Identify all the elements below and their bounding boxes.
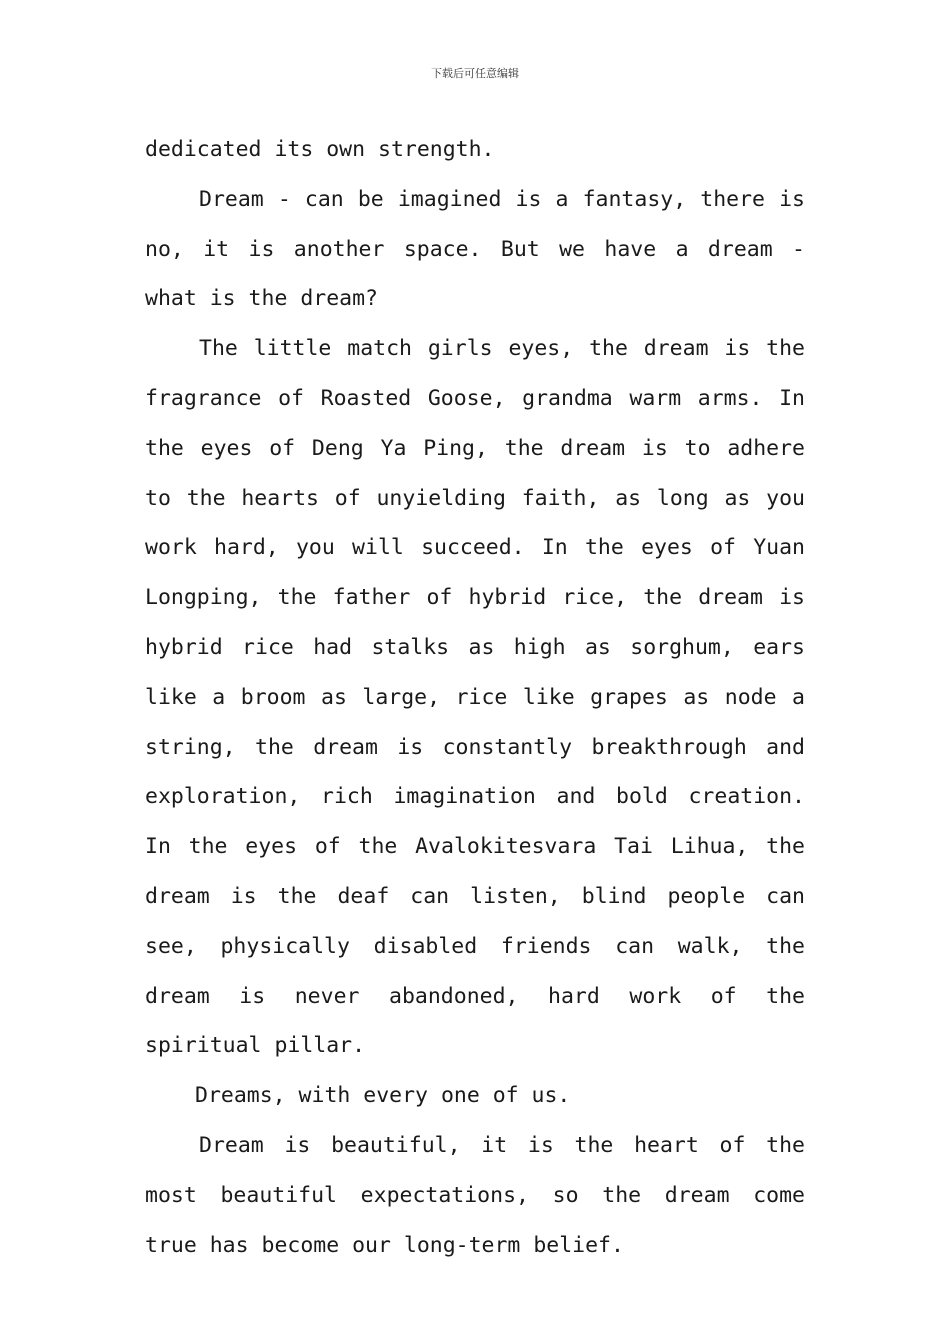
- paragraph-dreams-with-us: Dreams, with every one of us.: [195, 1083, 571, 1109]
- page-header-note: 下载后可任意编辑: [431, 67, 519, 80]
- paragraph-dream-beautiful: Dream is beautiful, it is the heart of the most beautiful expectations, so the dream come true has become our long-term belief.: [145, 1132, 805, 1258]
- paragraph-dream-question: Dream - can be imagined is a fantasy, there is no, it is another space. But we have a dream - what is the dream?: [145, 186, 805, 312]
- document-body: [145, 125, 805, 1270]
- paragraph-continuation: dedicated its own strength.: [145, 137, 495, 162]
- paragraph-dream-examples: The little match girls eyes, the dream is the fragrance of Roasted Goose, grandma warm arms. In the eyes of Deng Ya Ping, the dream is to adhere to the hearts of unyielding faith, as long as you work hard, you will succeed. In the eyes of Yuan Longping, the father of hybrid rice, the dream is hybrid rice had stalks as high as sorghum, ears like a broom as large, rice like grapes as node a string, the dream is constantly breakthrough and exploration, rich imagination and bold creation. In the eyes of the Avalokitesvara Tai Lihua, the dream is the deaf can listen, blind people can see, physically disabled friends can walk, the dream is never abandoned, hard work of the spiritual pillar.: [145, 336, 805, 1059]
